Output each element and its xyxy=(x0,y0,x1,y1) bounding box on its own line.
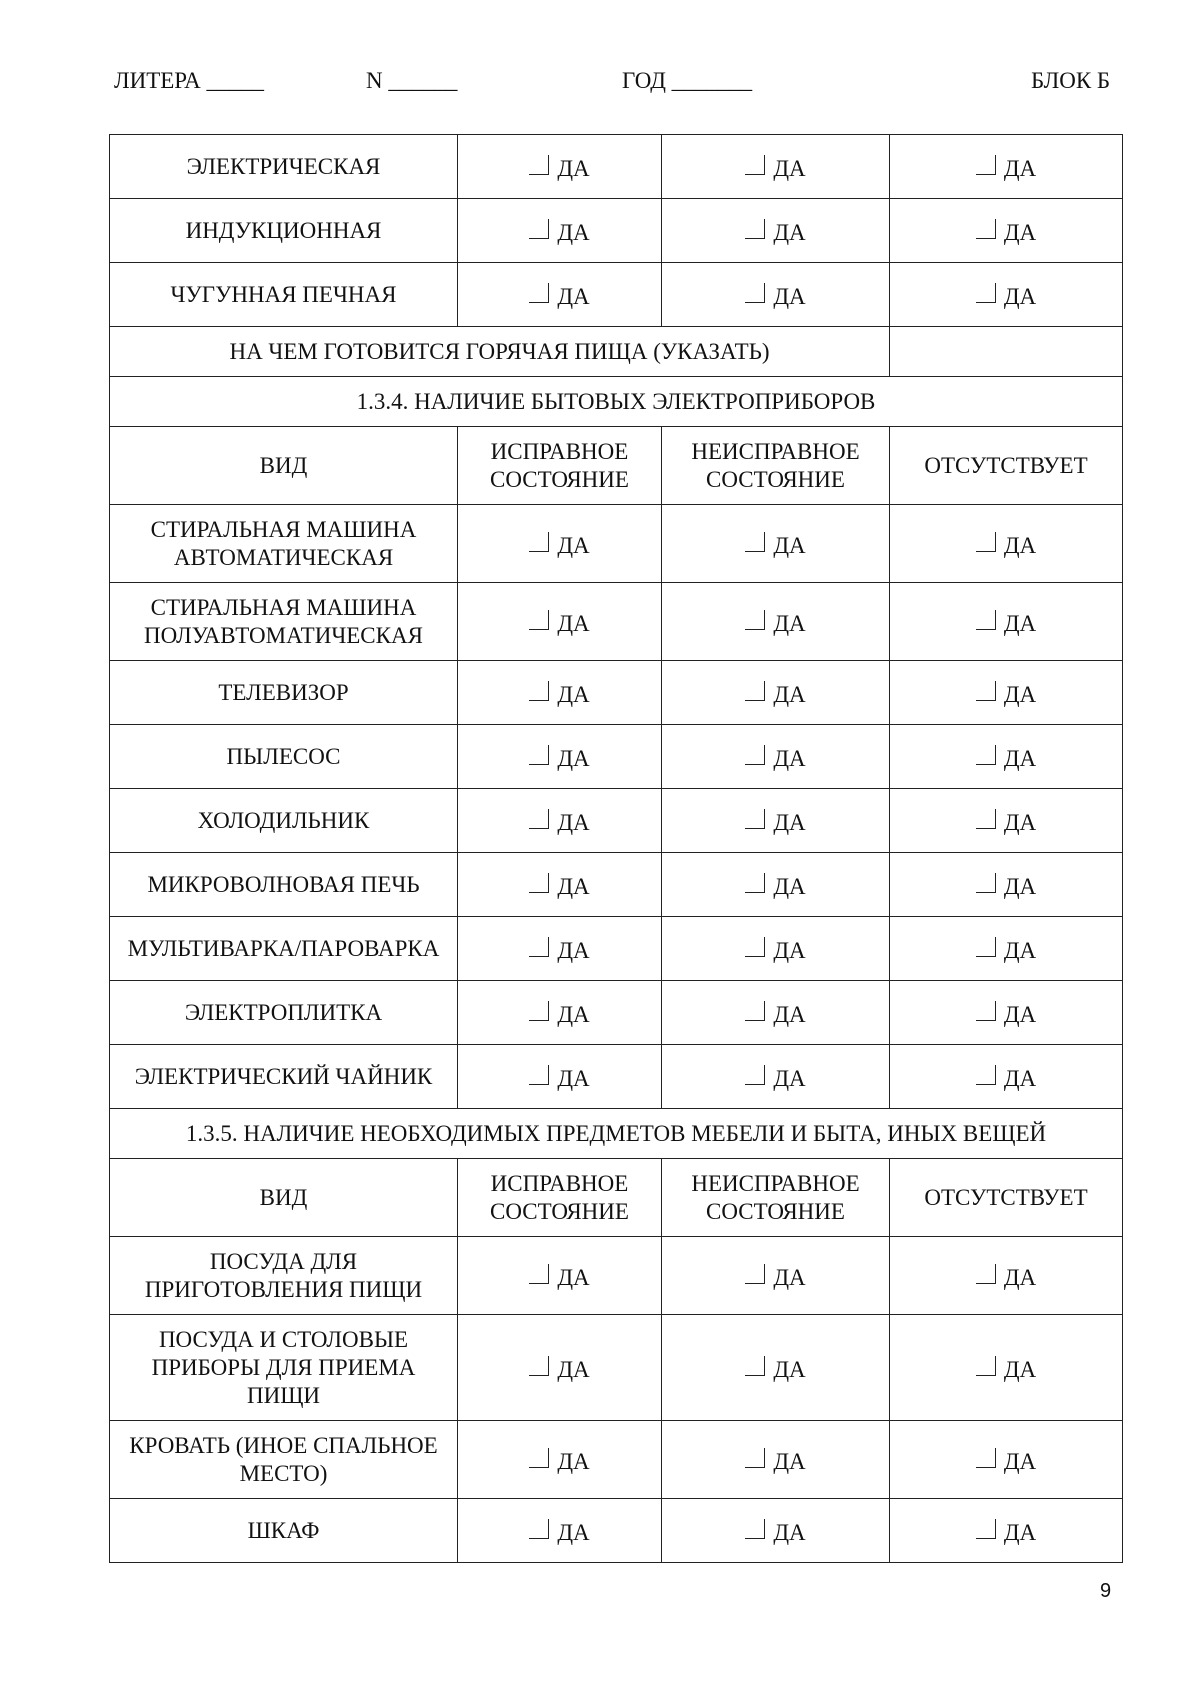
broken-cell xyxy=(662,199,890,263)
checkbox-icon[interactable] xyxy=(745,1517,765,1543)
checkbox-label: ДА xyxy=(557,810,590,835)
checkbox-icon[interactable] xyxy=(745,1354,765,1380)
working-cell xyxy=(458,1315,662,1421)
broken-checkbox[interactable] xyxy=(745,1444,805,1472)
checkbox-icon[interactable] xyxy=(976,1262,996,1288)
label-line: СТИРАЛЬНАЯ МАШИНА xyxy=(150,516,417,542)
broken-cell xyxy=(662,1499,890,1563)
label-line: ИСПРАВНОЕ xyxy=(490,438,629,464)
checkbox-icon[interactable] xyxy=(529,608,549,634)
broken-cell xyxy=(662,583,890,661)
checkbox-icon[interactable] xyxy=(529,1262,549,1288)
absent-cell xyxy=(890,725,1123,789)
broken-cell xyxy=(662,917,890,981)
checkbox-icon[interactable] xyxy=(745,281,765,307)
checkbox-label: ДА xyxy=(773,1002,806,1027)
absent-cell xyxy=(890,1237,1123,1315)
checkbox-icon[interactable] xyxy=(745,679,765,705)
label-line: МИКРОВОЛНОВАЯ ПЕЧЬ xyxy=(147,871,420,897)
broken-cell xyxy=(662,725,890,789)
section-135-title-row xyxy=(110,1109,1123,1159)
item-label xyxy=(110,1237,458,1315)
broken-cell xyxy=(662,1315,890,1421)
item-label xyxy=(110,263,458,327)
table-row xyxy=(110,135,1123,199)
absent-checkbox[interactable] xyxy=(976,215,1036,243)
survey-table xyxy=(109,134,1123,1563)
hot-food-row xyxy=(110,327,1123,377)
absent-cell xyxy=(890,661,1123,725)
checkbox-icon[interactable] xyxy=(529,807,549,833)
table-row xyxy=(110,199,1123,263)
broken-cell xyxy=(662,135,890,199)
checkbox-icon[interactable] xyxy=(529,153,549,179)
checkbox-label: ДА xyxy=(557,1449,590,1474)
working-checkbox[interactable] xyxy=(529,933,589,961)
checkbox-icon[interactable] xyxy=(976,217,996,243)
broken-checkbox[interactable] xyxy=(745,1352,805,1380)
label-line: ЭЛЕКТРИЧЕСКИЙ ЧАЙНИК xyxy=(134,1063,433,1089)
working-cell xyxy=(458,1499,662,1563)
broken-cell xyxy=(662,505,890,583)
table-row xyxy=(110,583,1123,661)
working-cell xyxy=(458,1237,662,1315)
column-header-absent xyxy=(890,427,1123,505)
working-checkbox[interactable] xyxy=(529,869,589,897)
item-label xyxy=(110,853,458,917)
checkbox-label: ДА xyxy=(557,284,590,309)
year-field: ГОД _______ xyxy=(622,68,753,93)
label-line: ШКАФ xyxy=(247,1517,320,1543)
column-header-row xyxy=(110,1159,1123,1237)
working-cell xyxy=(458,1045,662,1109)
absent-checkbox[interactable] xyxy=(976,606,1036,634)
checkbox-label: ДА xyxy=(1003,284,1037,309)
checkbox-label: ДА xyxy=(557,611,590,636)
checkbox-label: ДА xyxy=(1003,874,1037,899)
absent-checkbox[interactable] xyxy=(976,1352,1036,1380)
checkbox-icon[interactable] xyxy=(745,807,765,833)
broken-checkbox[interactable] xyxy=(745,741,805,769)
label-line: СОСТОЯНИЕ xyxy=(490,466,629,492)
item-label xyxy=(110,789,458,853)
checkbox-label: ДА xyxy=(773,1357,806,1382)
checkbox-icon[interactable] xyxy=(745,935,765,961)
working-checkbox[interactable] xyxy=(529,805,589,833)
absent-cell xyxy=(890,1315,1123,1421)
checkbox-label: ДА xyxy=(1003,220,1037,245)
checkbox-label: ДА xyxy=(1003,156,1037,181)
label-line: ЭЛЕКТРОПЛИТКА xyxy=(184,999,383,1025)
working-checkbox[interactable] xyxy=(529,606,589,634)
checkbox-icon[interactable] xyxy=(976,871,996,897)
absent-cell xyxy=(890,583,1123,661)
checkbox-label: ДА xyxy=(557,1357,590,1382)
absent-checkbox[interactable] xyxy=(976,869,1036,897)
checkbox-label: ДА xyxy=(773,874,806,899)
absent-checkbox[interactable] xyxy=(976,151,1036,179)
checkbox-icon[interactable] xyxy=(745,871,765,897)
label-line: СОСТОЯНИЕ xyxy=(706,466,845,492)
section-134-title-row xyxy=(110,377,1123,427)
absent-checkbox[interactable] xyxy=(976,279,1036,307)
checkbox-icon[interactable] xyxy=(745,743,765,769)
working-cell xyxy=(458,199,662,263)
absent-cell xyxy=(890,1499,1123,1563)
broken-cell xyxy=(662,263,890,327)
checkbox-icon[interactable] xyxy=(529,743,549,769)
broken-checkbox[interactable] xyxy=(745,606,805,634)
checkbox-label: ДА xyxy=(773,611,806,636)
working-cell xyxy=(458,853,662,917)
item-label xyxy=(110,505,458,583)
working-cell xyxy=(458,981,662,1045)
working-cell xyxy=(458,263,662,327)
absent-cell xyxy=(890,263,1123,327)
checkbox-icon[interactable] xyxy=(745,1446,765,1472)
label-line: НЕИСПРАВНОЕ xyxy=(691,1170,860,1196)
absent-cell xyxy=(890,981,1123,1045)
absent-checkbox[interactable] xyxy=(976,1061,1036,1089)
broken-checkbox[interactable] xyxy=(745,933,805,961)
checkbox-label: ДА xyxy=(773,1449,806,1474)
table-row xyxy=(110,263,1123,327)
checkbox-label: ДА xyxy=(773,746,806,771)
column-header-broken xyxy=(662,1159,890,1237)
broken-checkbox[interactable] xyxy=(745,805,805,833)
checkbox-icon[interactable] xyxy=(745,1063,765,1089)
checkbox-icon[interactable] xyxy=(745,153,765,179)
item-label xyxy=(110,1045,458,1109)
working-cell xyxy=(458,583,662,661)
checkbox-icon[interactable] xyxy=(976,999,996,1025)
broken-checkbox[interactable] xyxy=(745,869,805,897)
table-row xyxy=(110,981,1123,1045)
label-line: ОТСУТСТВУЕТ xyxy=(924,1184,1088,1210)
working-checkbox[interactable] xyxy=(529,279,589,307)
column-header-working xyxy=(458,1159,662,1237)
absent-cell xyxy=(890,199,1123,263)
broken-checkbox[interactable] xyxy=(745,1260,805,1288)
checkbox-icon[interactable] xyxy=(745,1262,765,1288)
broken-checkbox[interactable] xyxy=(745,1061,805,1089)
checkbox-label: ДА xyxy=(773,810,806,835)
working-checkbox[interactable] xyxy=(529,151,589,179)
checkbox-label: ДА xyxy=(1003,1520,1037,1545)
absent-checkbox[interactable] xyxy=(976,933,1036,961)
absent-checkbox[interactable] xyxy=(976,677,1036,705)
label-line: ИСПРАВНОЕ xyxy=(490,1170,629,1196)
checkbox-label: ДА xyxy=(1003,1357,1037,1382)
label-line: МУЛЬТИВАРКА/ПАРОВАРКА xyxy=(127,935,440,961)
checkbox-icon[interactable] xyxy=(529,217,549,243)
checkbox-label: ДА xyxy=(557,938,590,963)
working-cell xyxy=(458,135,662,199)
label-line: ОТСУТСТВУЕТ xyxy=(924,452,1088,478)
broken-cell xyxy=(662,981,890,1045)
working-checkbox[interactable] xyxy=(529,1061,589,1089)
checkbox-icon[interactable] xyxy=(745,217,765,243)
label-line: СОСТОЯНИЕ xyxy=(490,1198,629,1224)
checkbox-icon[interactable] xyxy=(976,1446,996,1472)
checkbox-label: ДА xyxy=(557,1520,590,1545)
checkbox-label: ДА xyxy=(773,284,806,309)
broken-checkbox[interactable] xyxy=(745,279,805,307)
checkbox-label: ДА xyxy=(557,746,590,771)
checkbox-label: ДА xyxy=(773,938,806,963)
broken-checkbox[interactable] xyxy=(745,528,805,556)
column-header-working xyxy=(458,427,662,505)
label-line: НЕИСПРАВНОЕ xyxy=(691,438,860,464)
broken-checkbox[interactable] xyxy=(745,677,805,705)
absent-cell xyxy=(890,135,1123,199)
column-header-kind xyxy=(110,1159,458,1237)
table-row xyxy=(110,1421,1123,1499)
working-checkbox[interactable] xyxy=(529,1515,589,1543)
number-field: N ______ xyxy=(366,68,458,93)
checkbox-label: ДА xyxy=(557,1002,590,1027)
checkbox-icon[interactable] xyxy=(529,871,549,897)
label-line: АВТОМАТИЧЕСКАЯ xyxy=(173,544,394,570)
working-checkbox[interactable] xyxy=(529,741,589,769)
absent-checkbox[interactable] xyxy=(976,1444,1036,1472)
column-header-row xyxy=(110,427,1123,505)
checkbox-label: ДА xyxy=(773,533,806,558)
label-line: ПРИГОТОВЛЕНИЯ ПИЩИ xyxy=(144,1276,423,1302)
working-cell xyxy=(458,725,662,789)
absent-cell xyxy=(890,1421,1123,1499)
label-line: ПИЩИ xyxy=(246,1382,321,1408)
section-title: 1.3.5. НАЛИЧИЕ НЕОБХОДИМЫХ ПРЕДМЕТОВ МЕБЕЛИ И БЫТА, ИНЫХ ВЕЩЕЙ xyxy=(110,1109,1123,1159)
litera-field: ЛИТЕРА _____ xyxy=(114,68,265,93)
checkbox-label: ДА xyxy=(1003,938,1037,963)
checkbox-icon[interactable] xyxy=(976,530,996,556)
item-label xyxy=(110,583,458,661)
table-row xyxy=(110,1045,1123,1109)
working-checkbox[interactable] xyxy=(529,1352,589,1380)
working-cell xyxy=(458,505,662,583)
working-cell xyxy=(458,661,662,725)
checkbox-icon[interactable] xyxy=(976,807,996,833)
working-cell xyxy=(458,789,662,853)
label-line: ПРИБОРЫ ДЛЯ ПРИЕМА xyxy=(151,1354,416,1380)
item-label xyxy=(110,1499,458,1563)
checkbox-icon[interactable] xyxy=(529,1354,549,1380)
checkbox-label: ДА xyxy=(557,156,590,181)
absent-checkbox[interactable] xyxy=(976,805,1036,833)
block-label: БЛОК Б xyxy=(1031,68,1111,93)
checkbox-icon[interactable] xyxy=(976,935,996,961)
working-checkbox[interactable] xyxy=(529,1260,589,1288)
checkbox-icon[interactable] xyxy=(976,1517,996,1543)
checkbox-icon[interactable] xyxy=(976,743,996,769)
checkbox-icon[interactable] xyxy=(529,935,549,961)
label-line: ТЕЛЕВИЗОР xyxy=(218,679,349,705)
checkbox-icon[interactable] xyxy=(529,530,549,556)
checkbox-icon[interactable] xyxy=(745,608,765,634)
working-cell xyxy=(458,917,662,981)
absent-cell xyxy=(890,505,1123,583)
label-line: ВИД xyxy=(259,452,308,478)
checkbox-label: ДА xyxy=(773,1066,806,1091)
checkbox-icon[interactable] xyxy=(529,1517,549,1543)
checkbox-label: ДА xyxy=(1003,746,1037,771)
checkbox-label: ДА xyxy=(557,1066,590,1091)
broken-cell xyxy=(662,1045,890,1109)
checkbox-label: ДА xyxy=(1003,1265,1037,1290)
item-label xyxy=(110,135,458,199)
label-line: МЕСТО) xyxy=(239,1460,328,1486)
broken-cell xyxy=(662,661,890,725)
checkbox-icon[interactable] xyxy=(976,1354,996,1380)
broken-cell xyxy=(662,1237,890,1315)
checkbox-label: ДА xyxy=(773,1520,806,1545)
item-label xyxy=(110,1421,458,1499)
checkbox-label: ДА xyxy=(773,1265,806,1290)
label-line: ПОЛУАВТОМАТИЧЕСКАЯ xyxy=(144,622,423,648)
working-checkbox[interactable] xyxy=(529,997,589,1025)
checkbox-label: ДА xyxy=(1003,1066,1037,1091)
column-header-broken xyxy=(662,427,890,505)
table-row xyxy=(110,505,1123,583)
checkbox-icon[interactable] xyxy=(976,679,996,705)
working-checkbox[interactable] xyxy=(529,215,589,243)
checkbox-icon[interactable] xyxy=(529,281,549,307)
absent-cell xyxy=(890,853,1123,917)
broken-checkbox[interactable] xyxy=(745,151,805,179)
item-label xyxy=(110,917,458,981)
column-header-absent xyxy=(890,1159,1123,1237)
absent-cell xyxy=(890,789,1123,853)
checkbox-icon[interactable] xyxy=(529,1446,549,1472)
hot-food-question: НА ЧЕМ ГОТОВИТСЯ ГОРЯЧАЯ ПИЩА (УКАЗАТЬ) xyxy=(110,327,890,377)
working-cell xyxy=(458,1421,662,1499)
label-line: ПЫЛЕСОС xyxy=(226,743,341,769)
absent-checkbox[interactable] xyxy=(976,1515,1036,1543)
label-line: ПОСУДА ДЛЯ xyxy=(209,1248,358,1274)
checkbox-icon[interactable] xyxy=(529,1063,549,1089)
item-label xyxy=(110,981,458,1045)
hot-food-answer-input[interactable] xyxy=(890,327,1123,377)
checkbox-label: ДА xyxy=(557,220,590,245)
item-label xyxy=(110,661,458,725)
checkbox-label: ДА xyxy=(1003,533,1037,558)
checkbox-label: ДА xyxy=(773,220,806,245)
table-row xyxy=(110,1499,1123,1563)
item-label xyxy=(110,725,458,789)
absent-cell xyxy=(890,917,1123,981)
checkbox-icon[interactable] xyxy=(745,530,765,556)
checkbox-label: ДА xyxy=(557,874,590,899)
label-line: ВИД xyxy=(259,1184,308,1210)
table-row xyxy=(110,917,1123,981)
checkbox-label: ДА xyxy=(773,682,806,707)
label-line: ХОЛОДИЛЬНИК xyxy=(197,807,370,833)
label-line: ЭЛЕКТРИЧЕСКАЯ xyxy=(186,153,381,179)
page-number: 9 xyxy=(1100,1580,1112,1602)
broken-checkbox[interactable] xyxy=(745,997,805,1025)
absent-checkbox[interactable] xyxy=(976,997,1036,1025)
broken-checkbox[interactable] xyxy=(745,1515,805,1543)
label-line: КРОВАТЬ (ИНОЕ СПАЛЬНОЕ xyxy=(129,1432,438,1458)
checkbox-label: ДА xyxy=(557,1265,590,1290)
label-line: ИНДУКЦИОННАЯ xyxy=(185,217,382,243)
absent-checkbox[interactable] xyxy=(976,741,1036,769)
checkbox-icon[interactable] xyxy=(529,679,549,705)
broken-cell xyxy=(662,1421,890,1499)
checkbox-label: ДА xyxy=(557,682,590,707)
checkbox-icon[interactable] xyxy=(976,1063,996,1089)
broken-checkbox[interactable] xyxy=(745,215,805,243)
checkbox-icon[interactable] xyxy=(745,999,765,1025)
section-title: 1.3.4. НАЛИЧИЕ БЫТОВЫХ ЭЛЕКТРОПРИБОРОВ xyxy=(110,377,1123,427)
table-row xyxy=(110,1315,1123,1421)
checkbox-label: ДА xyxy=(1003,1449,1037,1474)
working-checkbox[interactable] xyxy=(529,677,589,705)
checkbox-label: ДА xyxy=(557,533,590,558)
checkbox-label: ДА xyxy=(773,156,806,181)
label-line: СОСТОЯНИЕ xyxy=(706,1198,845,1224)
absent-checkbox[interactable] xyxy=(976,1260,1036,1288)
label-line: ЧУГУННАЯ ПЕЧНАЯ xyxy=(170,281,397,307)
item-label xyxy=(110,1315,458,1421)
checkbox-icon[interactable] xyxy=(529,999,549,1025)
table-row xyxy=(110,725,1123,789)
checkbox-icon[interactable] xyxy=(976,153,996,179)
checkbox-label: ДА xyxy=(1003,810,1037,835)
checkbox-label: ДА xyxy=(1003,682,1037,707)
table-row xyxy=(110,853,1123,917)
working-checkbox[interactable] xyxy=(529,1444,589,1472)
label-line: ПОСУДА И СТОЛОВЫЕ xyxy=(158,1326,409,1352)
checkbox-label: ДА xyxy=(1003,1002,1037,1027)
absent-checkbox[interactable] xyxy=(976,528,1036,556)
broken-cell xyxy=(662,853,890,917)
table-row xyxy=(110,1237,1123,1315)
working-checkbox[interactable] xyxy=(529,528,589,556)
absent-cell xyxy=(890,1045,1123,1109)
column-header-kind xyxy=(110,427,458,505)
table-row xyxy=(110,661,1123,725)
label-line: СТИРАЛЬНАЯ МАШИНА xyxy=(150,594,417,620)
broken-cell xyxy=(662,789,890,853)
table-row xyxy=(110,789,1123,853)
checkbox-icon[interactable] xyxy=(976,281,996,307)
checkbox-label: ДА xyxy=(1003,611,1037,636)
item-label xyxy=(110,199,458,263)
checkbox-icon[interactable] xyxy=(976,608,996,634)
